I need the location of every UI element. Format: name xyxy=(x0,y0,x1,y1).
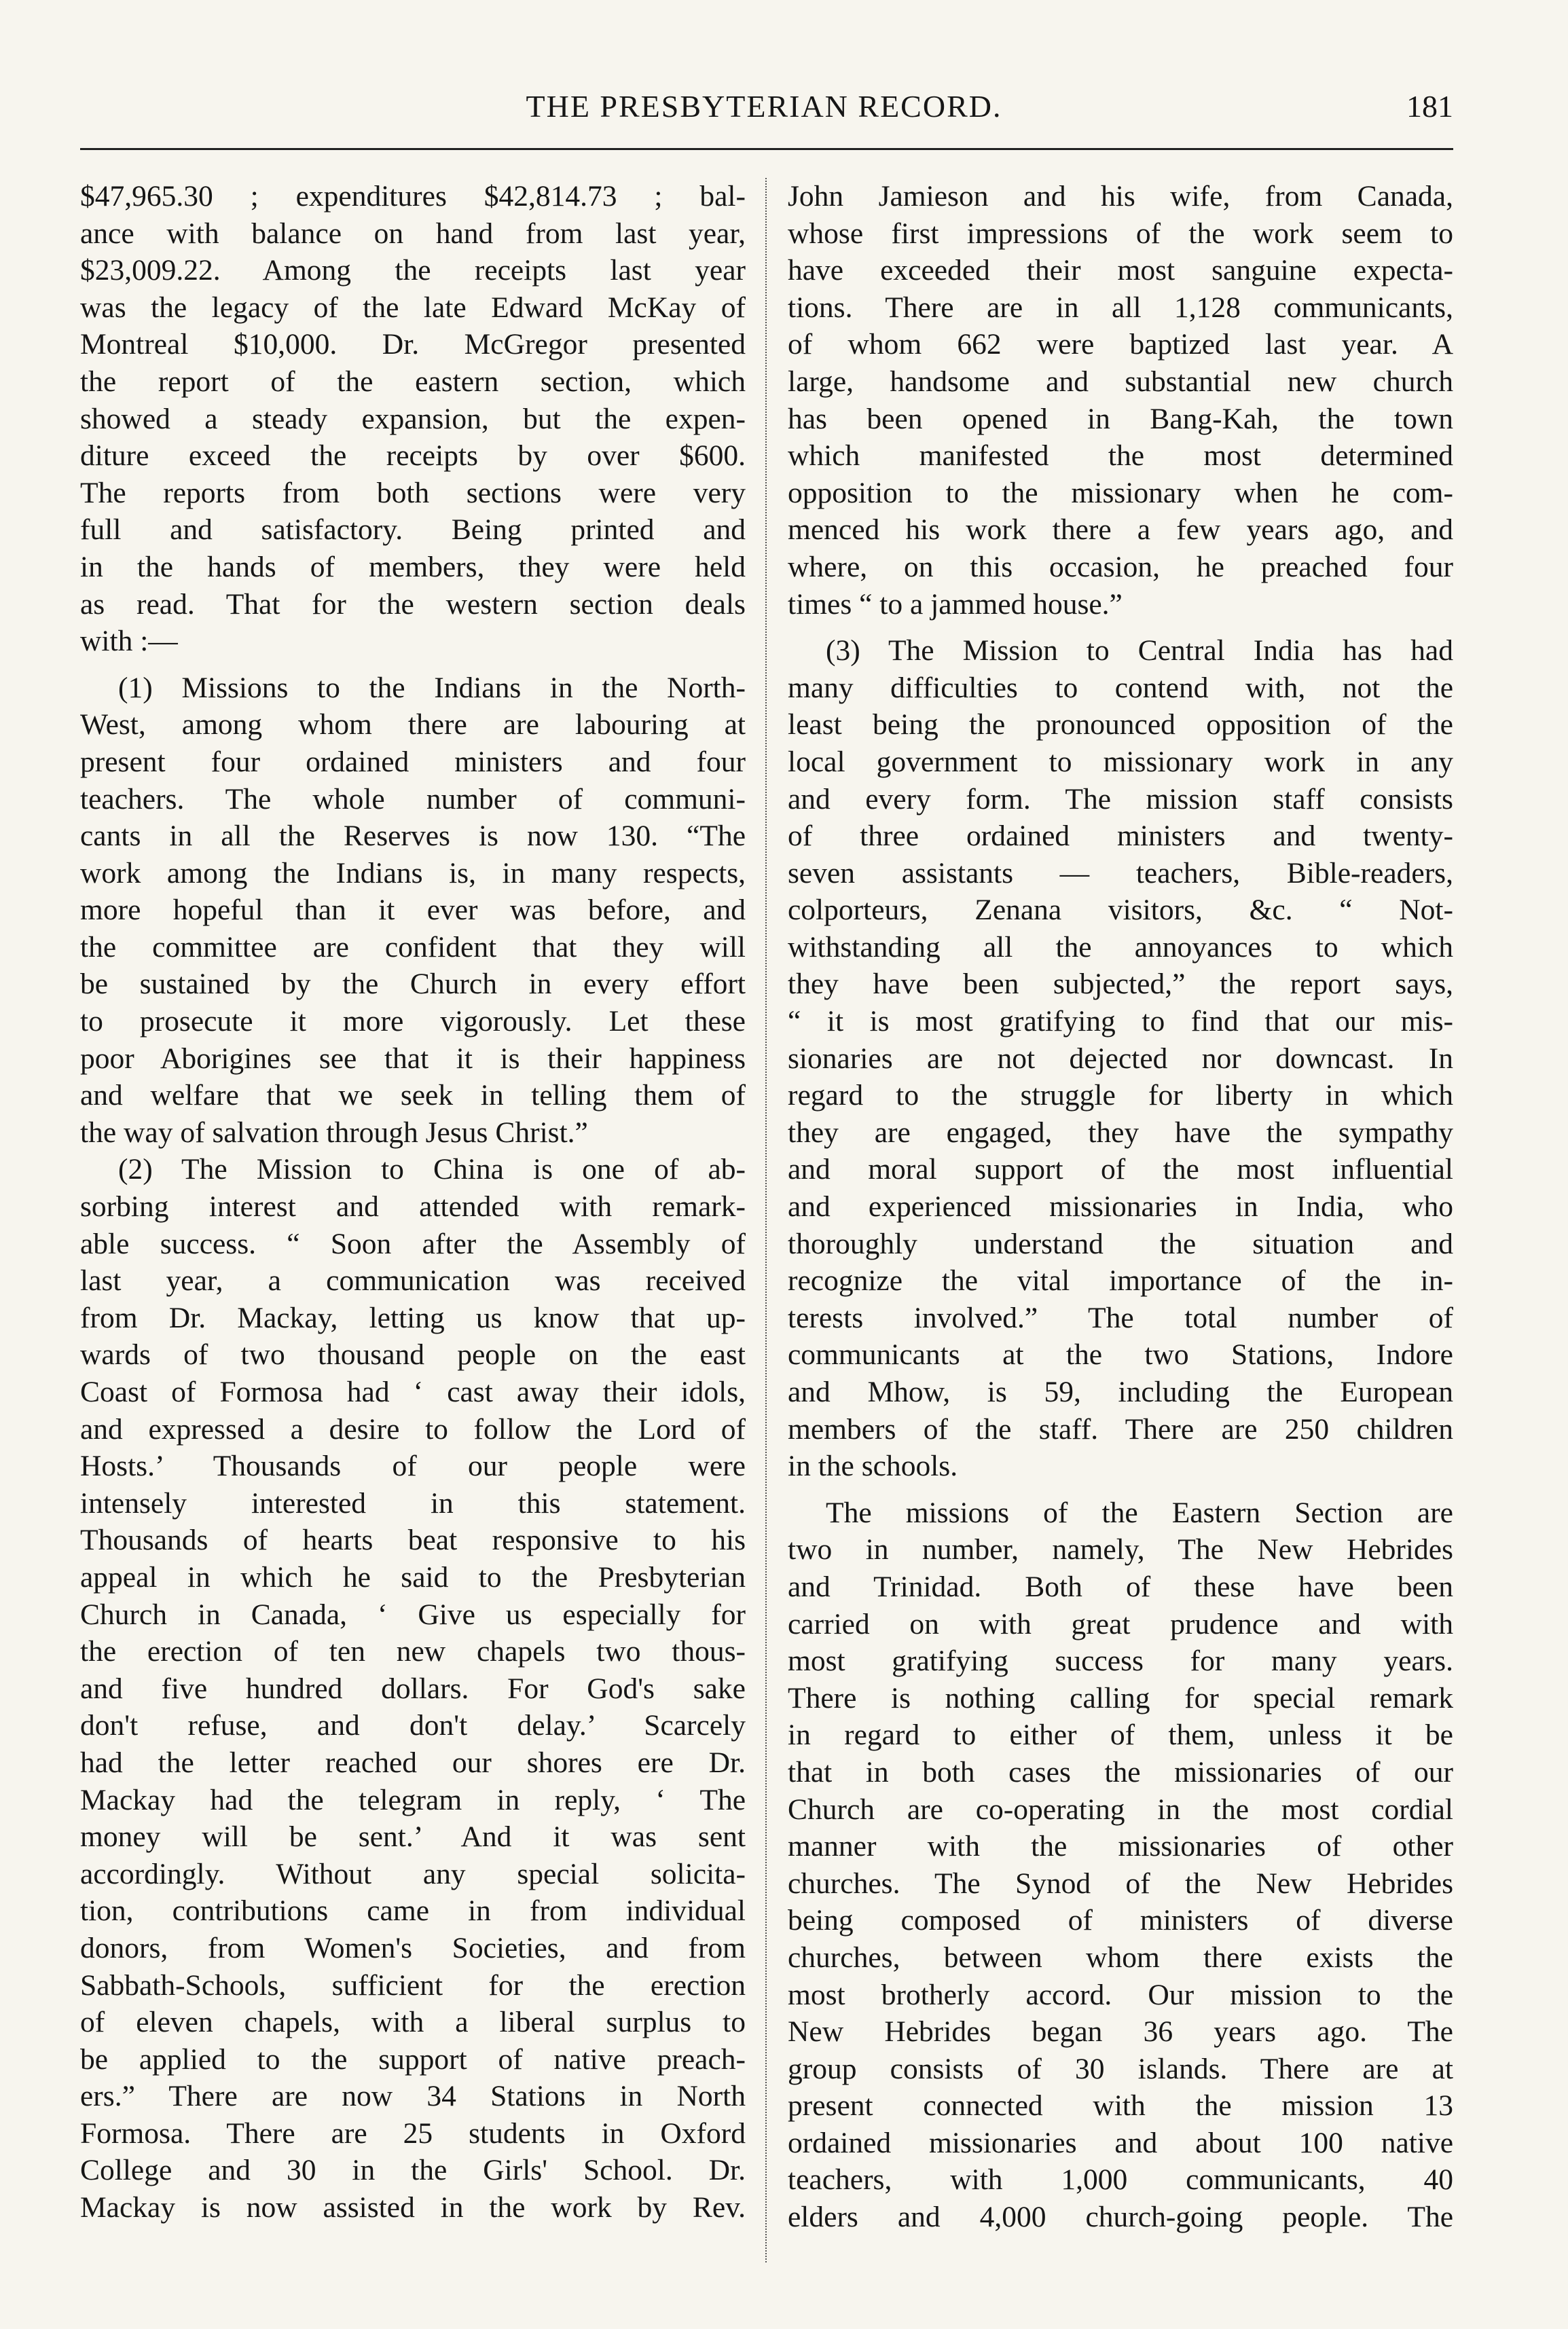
text-line: teachers. The whole number of communi- xyxy=(80,782,746,815)
text-line: There is nothing calling for special remark xyxy=(788,1681,1453,1714)
text-line: money will be sent.’ And it was sent xyxy=(80,1820,746,1854)
text-line: don't refuse, and don't delay.’ Scarcely xyxy=(80,1709,746,1742)
text-line: most gratifying success for many years. xyxy=(788,1645,1453,1678)
text-line: had the letter reached our shores ere Dr. xyxy=(80,1746,746,1779)
text-line: sorbing interest and attended with remark- xyxy=(80,1190,746,1224)
text-line: The reports from both sections were very xyxy=(80,476,746,509)
text-line: Mackay had the telegram in reply, ‘ The xyxy=(80,1783,746,1816)
text-line: recognize the vital importance of the in- xyxy=(788,1264,1453,1298)
text-line: able success. “ Soon after the Assembly of xyxy=(80,1227,746,1260)
text-line: Montreal $10,000. Dr. McGregor presented xyxy=(80,328,746,361)
column-divider xyxy=(765,178,767,2262)
text-line: being composed of ministers of diverse xyxy=(788,1904,1453,1937)
text-line: churches, between whom there exists the xyxy=(788,1941,1453,1974)
text-line: West, among whom there are labouring at xyxy=(80,708,746,741)
text-line: New Hebrides began 36 years ago. The xyxy=(788,2015,1453,2049)
text-line: and every form. The mission staff consists xyxy=(788,782,1453,815)
text-line: ance with balance on hand from last year, xyxy=(80,217,746,250)
text-line: churches. The Synod of the New Hebrides xyxy=(788,1867,1453,1900)
text-line: wards of two thousand people on the east xyxy=(80,1338,746,1372)
text-line: seven assistants — teachers, Bible-readers, xyxy=(788,856,1453,890)
text-line: was the legacy of the late Edward McKay of xyxy=(80,291,746,324)
text-line: Church are co-operating in the most cordial xyxy=(788,1793,1453,1826)
page-title: THE PRESBYTERIAN RECORD. xyxy=(526,89,1002,124)
text-line: they are engaged, they have the sympathy xyxy=(788,1116,1453,1149)
text-line: many difficulties to contend with, not the xyxy=(788,671,1453,704)
text-line: in the schools. xyxy=(788,1450,958,1483)
text-line: donors, from Women's Societies, and from xyxy=(80,1931,746,1964)
text-line: two in number, namely, The New Hebrides xyxy=(788,1533,1453,1566)
text-line: the committee are confident that they will xyxy=(80,930,746,964)
text-line: as read. That for the western section deals xyxy=(80,587,746,621)
header-rule xyxy=(80,148,1453,150)
text-line: Coast of Formosa had ‘ cast away their idols, xyxy=(80,1376,746,1408)
text-line: times “ to a jammed house.” xyxy=(788,587,1123,621)
text-line: present connected with the mission 13 xyxy=(788,2089,1453,2123)
text-line: Sabbath-Schools, sufficient for the erection xyxy=(80,1968,746,2002)
text-line: present four ordained ministers and four xyxy=(80,745,746,778)
text-line: more hopeful than it ever was before, and xyxy=(80,894,746,927)
text-line: they have been subjected,” the report says, xyxy=(788,968,1453,1001)
text-line: of eleven chapels, with a liberal surplus to xyxy=(80,2006,746,2039)
text-line: the report of the eastern section, which xyxy=(80,365,746,398)
text-line: members of the staff. There are 250 children xyxy=(788,1412,1453,1446)
text-line: that in both cases the missionaries of our xyxy=(788,1755,1453,1789)
text-line: the way of salvation through Jesus Christ.” xyxy=(80,1116,588,1149)
text-line: local government to missionary work in any xyxy=(788,745,1453,778)
text-line: thoroughly understand the situation and xyxy=(788,1227,1453,1260)
text-line: teachers, with 1,000 communicants, 40 xyxy=(788,2163,1453,2197)
text-line: group consists of 30 islands. There are at xyxy=(788,2052,1453,2085)
text-line: (2) The Mission to China is one of ab- xyxy=(118,1153,746,1186)
text-line: John Jamieson and his wife, from Canada, xyxy=(788,180,1453,213)
text-line: last year, a communication was received xyxy=(80,1264,746,1298)
text-line: diture exceed the receipts by over $600. xyxy=(80,439,746,473)
text-line: $47,965.30 ; expenditures $42,814.73 ; bal- xyxy=(80,180,746,213)
text-line: and experienced missionaries in India, who xyxy=(788,1190,1453,1224)
text-line: and Mhow, is 59, including the European xyxy=(788,1376,1453,1408)
text-line: and Trinidad. Both of these have been xyxy=(788,1570,1453,1603)
text-line: tions. There are in all 1,128 communicants, xyxy=(788,291,1453,324)
text-line: (3) The Mission to Central India has had xyxy=(826,634,1453,667)
text-line: $23,009.22. Among the receipts last year xyxy=(80,254,746,287)
text-line: to prosecute it more vigorously. Let these xyxy=(80,1005,746,1038)
text-line: where, on this occasion, he preached four xyxy=(788,550,1453,583)
text-line: whose first impressions of the work seem to xyxy=(788,217,1453,250)
left-column xyxy=(80,178,746,2226)
text-line: be applied to the support of native preach- xyxy=(80,2042,746,2076)
text-line: carried on with great prudence and with xyxy=(788,1607,1453,1640)
text-line: accordingly. Without any special solicita- xyxy=(80,1857,746,1890)
page-header xyxy=(75,88,1453,129)
text-line: communicants at the two Stations, Indore xyxy=(788,1338,1453,1372)
text-line: regard to the struggle for liberty in which xyxy=(788,1079,1453,1112)
text-line: and five hundred dollars. For God's sake xyxy=(80,1672,746,1705)
text-line: “ it is most gratifying to find that our mis- xyxy=(788,1005,1453,1038)
text-line: and moral support of the most influential xyxy=(788,1153,1453,1186)
text-line: in regard to either of them, unless it be xyxy=(788,1719,1453,1752)
text-line: College and 30 in the Girls' School. Dr. xyxy=(80,2154,746,2187)
text-line: with :— xyxy=(80,625,178,658)
text-line: Hosts.’ Thousands of our people were xyxy=(80,1450,746,1483)
text-line: cants in all the Reserves is now 130. “The xyxy=(80,820,746,853)
text-line: The missions of the Eastern Section are xyxy=(826,1496,1453,1529)
text-line: menced his work there a few years ago, and xyxy=(788,513,1453,547)
text-line: and expressed a desire to follow the Lord of xyxy=(80,1412,746,1446)
text-line: sionaries are not dejected nor downcast. In xyxy=(788,1042,1453,1075)
text-line: manner with the missionaries of other xyxy=(788,1830,1453,1863)
text-line: which manifested the most determined xyxy=(788,439,1453,473)
text-line: the erection of ten new chapels two thous- xyxy=(80,1635,746,1668)
text-line: withstanding all the annoyances to which xyxy=(788,930,1453,964)
text-line: and welfare that we seek in telling them of xyxy=(80,1079,746,1112)
text-line: least being the pronounced opposition of the xyxy=(788,708,1453,741)
text-line: poor Aborigines see that it is their happiness xyxy=(80,1042,746,1075)
text-line: (1) Missions to the Indians in the North- xyxy=(118,671,746,704)
text-line: Church in Canada, ‘ Give us especially for xyxy=(80,1598,746,1631)
page-number: 181 xyxy=(1406,89,1453,124)
text-line: has been opened in Bang-Kah, the town xyxy=(788,402,1453,435)
text-line: from Dr. Mackay, letting us know that up- xyxy=(80,1301,746,1334)
text-line: appeal in which he said to the Presbyterian xyxy=(80,1560,746,1594)
text-line: ordained missionaries and about 100 native xyxy=(788,2126,1453,2159)
text-line: Formosa. There are 25 students in Oxford xyxy=(80,2116,746,2150)
text-line: most brotherly accord. Our mission to the xyxy=(788,1978,1453,2011)
right-column xyxy=(788,178,1453,2236)
text-line: of three ordained ministers and twenty- xyxy=(788,820,1453,853)
text-line: large, handsome and substantial new church xyxy=(788,365,1453,398)
text-line: tion, contributions came in from individual xyxy=(80,1894,746,1928)
text-line: Thousands of hearts beat responsive to his xyxy=(80,1524,746,1557)
text-line: have exceeded their most sanguine expecta- xyxy=(788,254,1453,287)
text-line: work among the Indians is, in many respects, xyxy=(80,856,746,890)
text-line: ers.” There are now 34 Stations in North xyxy=(80,2080,746,2113)
text-line: colporteurs, Zenana visitors, &c. “ Not- xyxy=(788,894,1453,927)
text-line: of whom 662 were baptized last year. A xyxy=(788,328,1453,361)
text-line: showed a steady expansion, but the expen- xyxy=(80,402,746,435)
text-line: in the hands of members, they were held xyxy=(80,550,746,583)
text-line: full and satisfactory. Being printed and xyxy=(80,513,746,547)
text-line: terests involved.” The total number of xyxy=(788,1301,1453,1334)
text-line: elders and 4,000 church-going people. The xyxy=(788,2201,1453,2234)
text-line: intensely interested in this statement. xyxy=(80,1486,746,1520)
text-line: be sustained by the Church in every effort xyxy=(80,968,746,1001)
text-line: Mackay is now assisted in the work by Rev. xyxy=(80,2191,746,2224)
text-line: opposition to the missionary when he com- xyxy=(788,476,1453,509)
